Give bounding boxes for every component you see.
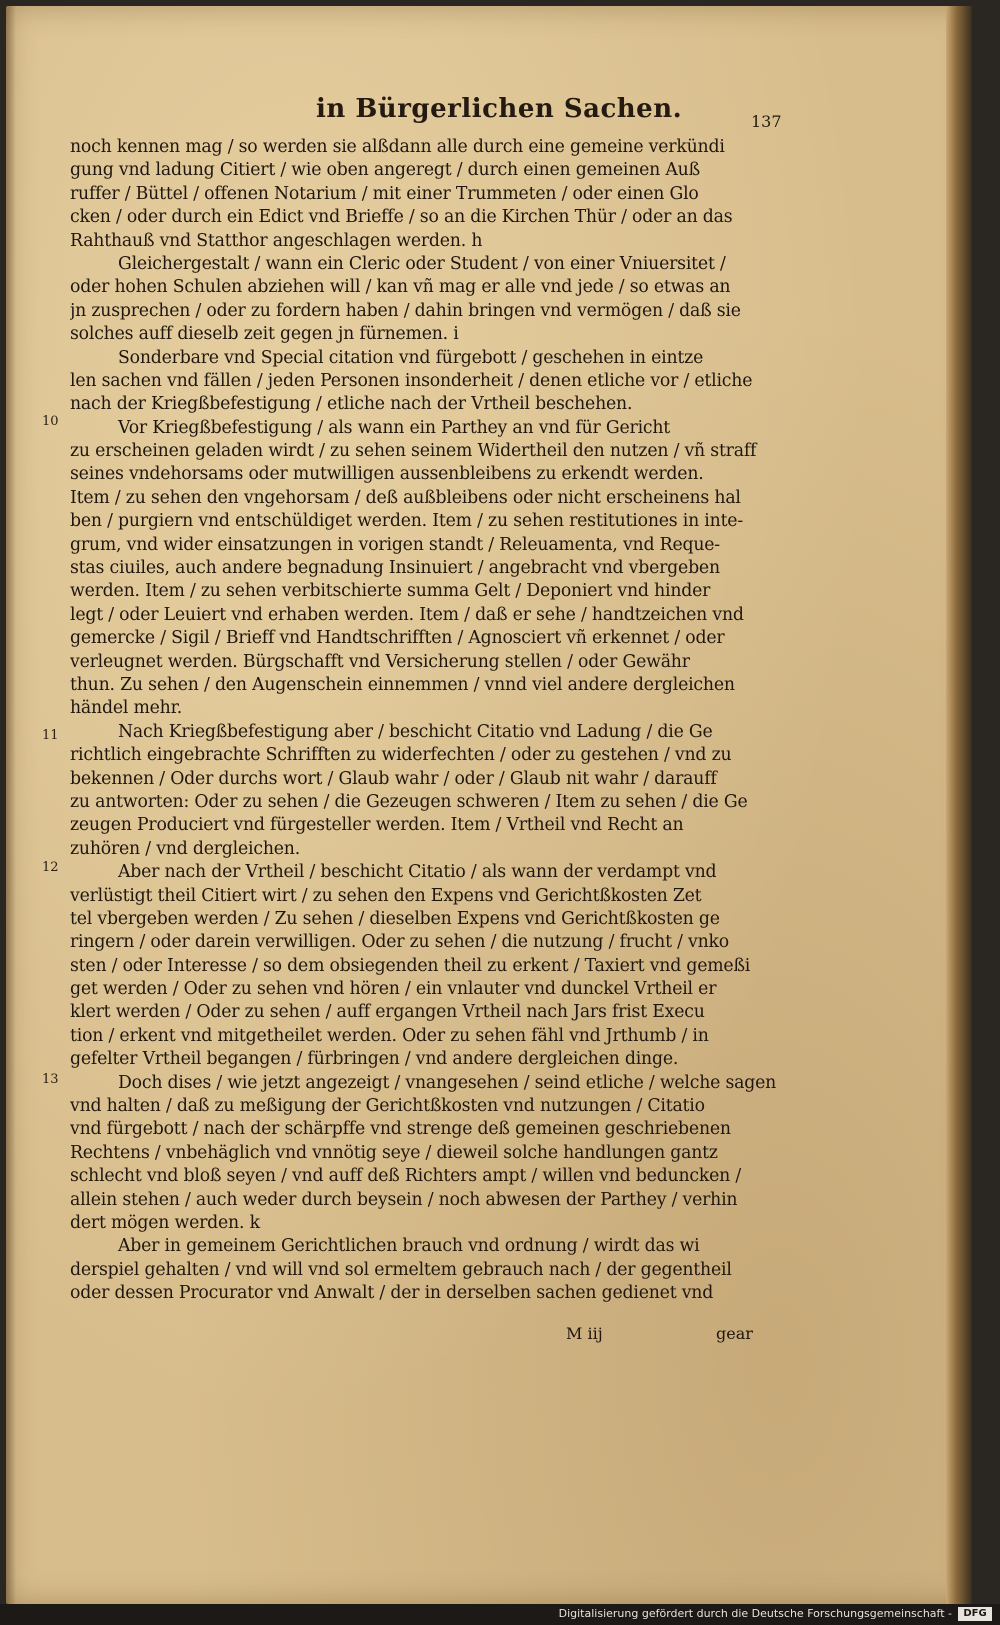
text-line: ringern / oder darein verwilligen. Oder zu sehen / die nutzung / frucht / vnko — [70, 932, 730, 953]
text-line: Aber in gemeinem Gerichtlichen brauch vnd ordnung / wirdt das wi — [118, 1236, 700, 1257]
text-line: zu erscheinen geladen wirdt / zu sehen seinem Widertheil den nutzen / vñ straff — [70, 441, 757, 462]
text-line: stas ciuiles, auch andere begnadung Insinuiert / angebracht vnd vbergeben — [70, 558, 720, 579]
text-line: tion / erkent vnd mitgetheilet werden. Oder zu sehen fähl vnd Jrthumb / in — [70, 1025, 709, 1046]
text-line: len sachen vnd fällen / jeden Personen insonderheit / denen etliche vor / etliche — [70, 370, 753, 391]
text-line: Vor Kriegßbefestigung / als wann ein Parthey an vnd für Gericht — [118, 417, 671, 438]
text-line: Sonderbare vnd Special citation vnd fürgebott / geschehen in eintze — [118, 347, 704, 368]
text-line: get werden / Oder zu sehen vnd hören / ein vnlauter vnd dunckel Vrtheil er — [70, 979, 717, 1000]
catchword: gear — [716, 1324, 753, 1343]
folio-number: 137 — [751, 112, 782, 131]
text-line: klert werden / Oder zu sehen / auff ergangen Vrtheil nach Jars frist Execu — [70, 1002, 705, 1023]
text-line: Gleichergestalt / wann ein Cleric oder Student / von einer Vniuersitet / — [118, 253, 726, 274]
text-line: Doch dises / wie jetzt angezeigt / vnangesehen / seind etliche / welche sagen — [118, 1072, 777, 1093]
page-edge-shadow — [6, 6, 16, 1604]
text-line: vnd halten / daß zu meßigung der Gerichtßkosten vnd nutzungen / Citatio — [70, 1096, 705, 1117]
text-line: noch kennen mag / so werden sie alßdann alle durch eine gemeine verkündi — [70, 137, 725, 157]
scanned-page — [6, 6, 972, 1604]
text-line: werden. Item / zu sehen verbitschierte summa Gelt / Deponiert vnd hinder — [70, 581, 711, 602]
text-line: ben / purgiern vnd entschüldiget werden. Item / zu sehen restitutiones in inte- — [70, 511, 743, 532]
text-line: gung vnd ladung Citiert / wie oben angeregt / durch einen gemeinen Auß — [70, 160, 700, 181]
text-line: grum, vnd wider einsatzungen in vorigen standt / Releuamenta, vnd Reque- — [70, 534, 720, 555]
funding-credit: Digitalisierung gefördert durch die Deutsche Forschungsgemeinschaft - — [558, 1607, 952, 1620]
text-line: sten / oder Interesse / so dem obsiegenden theil zu erkent / Taxiert vnd gemeßi — [70, 955, 751, 976]
margin-number: 13 — [42, 1072, 59, 1087]
text-line: schlecht vnd bloß seyen / vnd auff deß Richters ampt / willen vnd beduncken / — [70, 1166, 742, 1187]
book-spine — [946, 6, 972, 1604]
text-line: solches auff dieselb zeit gegen jn fürnemen. i — [70, 324, 459, 345]
text-line: gefelter Vrtheil begangen / fürbringen / vnd andere dergleichen dinge. — [70, 1049, 679, 1070]
text-line: verleugnet werden. Bürgschafft vnd Versicherung stellen / oder Gewähr — [70, 651, 690, 672]
dfg-logo: DFG — [958, 1607, 992, 1621]
text-line: seines vndehorsams oder mutwilligen aussenbleibens zu erkendt werden. — [70, 464, 704, 485]
text-line: verlüstigt theil Citiert wirt / zu sehen den Expens vnd Gerichtßkosten Zet — [70, 885, 702, 906]
text-line: tel vbergeben werden / Zu sehen / dieselben Expens vnd Gerichtßkosten ge — [70, 908, 720, 929]
text-line: cken / oder durch ein Edict vnd Brieffe / so an die Kirchen Thür / oder an das — [70, 207, 733, 228]
text-line: ruffer / Büttel / offenen Notarium / mit einer Trummeten / oder einen Glo — [70, 183, 699, 204]
text-line: Rechtens / vnbehäglich vnd vnnötig seye / dieweil solche handlungen gantz — [70, 1142, 718, 1163]
signature-mark: M iij — [566, 1324, 603, 1343]
text-line: bekennen / Oder durchs wort / Glaub wahr / oder / Glaub nit wahr / darauff — [70, 768, 717, 789]
margin-number: 12 — [42, 860, 59, 875]
text-line: zu antworten: Oder zu sehen / die Gezeugen schweren / Item zu sehen / die Ge — [70, 791, 748, 812]
text-line: Aber nach der Vrtheil / beschicht Citatio / als wann der verdampt vnd — [118, 862, 717, 883]
margin-number: 10 — [42, 414, 59, 429]
text-line: händel mehr. — [70, 698, 183, 719]
text-line: zuhören / vnd dergleichen. — [70, 838, 300, 859]
text-line: legt / oder Leuiert vnd erhaben werden. Item / daß er sehe / handtzeichen vnd — [70, 604, 744, 625]
body-text — [70, 136, 780, 1306]
text-line: dert mögen werden. k — [70, 1212, 260, 1233]
text-line: thun. Zu sehen / den Augenschein einnemmen / vnnd viel andere dergleichen — [70, 674, 735, 695]
text-line: jn zusprechen / oder zu fordern haben / dahin bringen vnd vermögen / daß sie — [70, 300, 741, 321]
text-line: oder hohen Schulen abziehen will / kan vñ mag er alle vnd jede / so etwas an — [70, 277, 731, 298]
text-line: nach der Kriegßbefestigung / etliche nach der Vrtheil beschehen. — [70, 394, 633, 415]
digitization-footer — [0, 1604, 1000, 1625]
text-line: oder dessen Procurator vnd Anwalt / der in derselben sachen gedienet vnd — [70, 1283, 714, 1304]
text-line: richtlich eingebrachte Schrifften zu widerfechten / oder zu gestehen / vnd zu — [70, 745, 732, 766]
text-line: Nach Kriegßbefestigung aber / beschicht Citatio vnd Ladung / die Ge — [118, 721, 713, 742]
running-title: in Bürgerlichen Sachen. — [316, 94, 683, 124]
running-header — [6, 94, 972, 134]
margin-number: 11 — [42, 728, 59, 743]
text-line: Rahthauß vnd Statthor angeschlagen werden. h — [70, 230, 483, 251]
text-line: vnd fürgebott / nach der schärpffe vnd strenge deß gemeinen geschriebenen — [70, 1119, 731, 1140]
text-line: gemercke / Sigil / Brieff vnd Handtschrifften / Agnosciert vñ erkennet / oder — [70, 628, 725, 649]
text-line: allein stehen / auch weder durch beysein / noch abwesen der Parthey / verhin — [70, 1189, 738, 1210]
text-line: zeugen Produciert vnd fürgesteller werden. Item / Vrtheil vnd Recht an — [70, 815, 684, 836]
text-line: derspiel gehalten / vnd will vnd sol ermeltem gebrauch nach / der gegentheil — [70, 1259, 732, 1280]
text-line: Item / zu sehen den vngehorsam / deß außbleibens oder nicht erscheinens hal — [70, 487, 741, 508]
